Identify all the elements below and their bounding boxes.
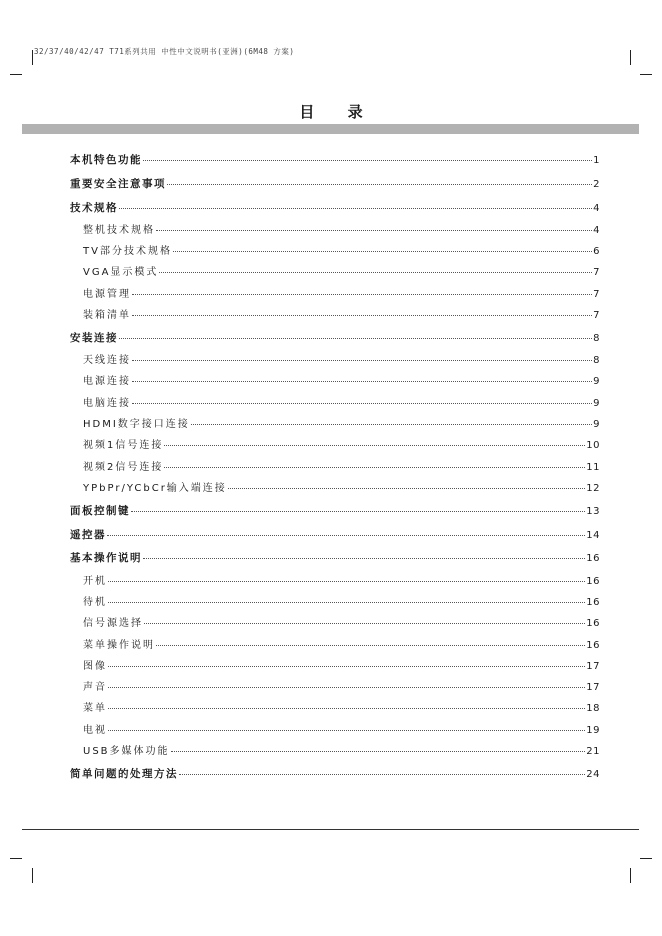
dot-leader	[132, 360, 592, 361]
toc-entry-label: VGA显示模式	[83, 267, 159, 279]
toc-entry-label: 天线连接	[83, 355, 131, 367]
toc-entry-label: 视频1信号连接	[83, 440, 164, 452]
dot-leader	[108, 602, 585, 603]
toc-page-number: 10	[586, 440, 600, 452]
crop-mark	[32, 868, 33, 883]
toc-page-number: 16	[586, 575, 600, 587]
toc-section-entry[interactable]	[70, 550, 600, 571]
dot-leader	[107, 535, 585, 536]
toc-subsection-entry[interactable]	[70, 614, 600, 635]
dot-leader	[119, 338, 592, 339]
toc-section-entry[interactable]	[70, 152, 600, 173]
toc-page-number: 1	[593, 155, 600, 166]
dot-leader	[108, 666, 585, 667]
toc-subsection-entry[interactable]	[70, 572, 600, 593]
toc-page-number: 7	[593, 288, 600, 300]
toc-subsection-entry[interactable]	[70, 721, 600, 742]
toc-subsection-entry[interactable]	[70, 636, 600, 657]
dot-leader	[108, 708, 585, 709]
toc-page-number: 16	[586, 553, 600, 565]
toc-page-number: 7	[593, 267, 600, 279]
toc-page-number: 16	[586, 618, 600, 630]
toc-page-number: 4	[593, 202, 600, 214]
toc-section-entry[interactable]	[70, 527, 600, 548]
toc-page-number: 7	[593, 310, 600, 322]
toc-entry-label: 菜单	[83, 703, 107, 715]
page-title: 目 录	[299, 103, 377, 121]
toc-entry-label: 基本操作说明	[70, 552, 142, 565]
dot-leader	[159, 272, 592, 273]
dot-leader	[132, 403, 592, 404]
toc-entry-label: 遥控器	[70, 528, 106, 541]
dot-leader	[164, 445, 585, 446]
toc-entry-label: 本机特色功能	[70, 154, 142, 166]
toc-page-number: 9	[593, 376, 600, 388]
toc-entry-label: 电源连接	[83, 376, 131, 388]
toc-page-number: 4	[593, 224, 600, 236]
toc-page-number: 9	[593, 397, 600, 409]
toc-page-number: 16	[586, 596, 600, 608]
toc-page-number: 12	[586, 482, 600, 494]
dot-leader	[132, 381, 592, 382]
toc-subsection-entry[interactable]	[70, 351, 600, 372]
dot-leader	[108, 687, 585, 688]
toc-entry-label: 安装连接	[70, 331, 118, 344]
toc-entry-label: 电源管理	[83, 288, 131, 300]
toc-entry-label: 电脑连接	[83, 397, 131, 409]
toc-entry-label: 视频2信号连接	[83, 461, 164, 473]
toc-page-number: 2	[593, 178, 600, 190]
toc-entry-label: 菜单操作说明	[83, 639, 155, 651]
toc-section-entry[interactable]	[70, 200, 600, 221]
toc-subsection-entry[interactable]	[70, 742, 600, 763]
dot-leader	[119, 208, 592, 209]
toc-page-number: 18	[586, 703, 600, 715]
toc-subsection-entry[interactable]	[70, 458, 600, 479]
footer-divider	[22, 829, 639, 830]
toc-entry-label: 待机	[83, 596, 107, 608]
crop-mark	[10, 74, 22, 75]
dot-leader	[171, 751, 586, 752]
toc-entry-label: 声音	[83, 682, 107, 694]
toc-entry-label: 图像	[83, 660, 107, 672]
toc-page-number: 19	[586, 724, 600, 736]
toc-subsection-entry[interactable]	[70, 415, 600, 436]
toc-section-entry[interactable]	[70, 503, 600, 524]
toc-page-number: 13	[586, 505, 600, 517]
toc-entry-label: 简单问题的处理方法	[70, 767, 178, 780]
toc-page-number: 8	[593, 332, 600, 344]
toc-subsection-entry[interactable]	[70, 306, 600, 327]
toc-page-number: 21	[586, 746, 600, 758]
toc-entry-label: 技术规格	[70, 201, 118, 214]
toc-entry-label: 开机	[83, 575, 107, 587]
crop-mark	[640, 74, 652, 75]
toc-subsection-entry[interactable]	[70, 593, 600, 614]
toc-entry-label: 重要安全注意事项	[70, 177, 166, 190]
toc-page-number: 16	[586, 639, 600, 651]
toc-entry-label: YPbPr/YCbCr输入端连接	[83, 482, 227, 494]
toc-subsection-entry[interactable]	[70, 221, 600, 242]
toc-page-number: 17	[586, 682, 600, 694]
crop-mark	[32, 50, 33, 65]
toc-subsection-entry[interactable]	[70, 479, 600, 500]
dot-leader	[156, 645, 585, 646]
toc-entry-label: 信号源选择	[83, 618, 143, 630]
dot-leader	[191, 424, 592, 425]
toc-section-entry[interactable]	[70, 330, 600, 351]
toc-entry-label: 面板控制键	[70, 504, 130, 517]
toc-page-number: 8	[593, 355, 600, 367]
dot-leader	[143, 160, 592, 161]
toc-page-number: 14	[586, 529, 600, 541]
dot-leader	[144, 623, 585, 624]
dot-leader	[131, 511, 585, 512]
document-header: 32/37/40/42/47 T71系列共用 中性中文说明书(亚洲)(6M48 方案)	[34, 47, 295, 56]
dot-leader	[167, 184, 592, 185]
toc-entry-label: HDMI数字接口连接	[83, 419, 190, 431]
title-divider-bar	[22, 124, 639, 134]
toc-subsection-entry[interactable]	[70, 657, 600, 678]
toc-page-number: 11	[586, 461, 600, 473]
toc-page-number: 24	[586, 768, 600, 780]
toc-entry-label: 装箱清单	[83, 310, 131, 322]
dot-leader	[143, 558, 585, 559]
dot-leader	[228, 488, 585, 489]
toc-section-entry[interactable]	[70, 176, 600, 197]
toc-subsection-entry[interactable]	[70, 394, 600, 415]
toc-entry-label: TV部分技术规格	[83, 246, 172, 258]
dot-leader	[132, 294, 592, 295]
toc-subsection-entry[interactable]	[70, 372, 600, 393]
toc-page-number: 9	[593, 419, 600, 431]
toc-page-number: 6	[593, 246, 600, 258]
toc-section-entry[interactable]	[70, 766, 600, 787]
toc-subsection-entry[interactable]	[70, 285, 600, 306]
toc-subsection-entry[interactable]	[70, 263, 600, 284]
toc-entry-label: 电视	[83, 724, 107, 736]
toc-entry-label: USB多媒体功能	[83, 746, 170, 758]
dot-leader	[179, 774, 585, 775]
table-of-contents	[70, 152, 600, 787]
dot-leader	[164, 467, 585, 468]
dot-leader	[108, 581, 585, 582]
toc-subsection-entry[interactable]	[70, 242, 600, 263]
dot-leader	[132, 315, 592, 316]
toc-subsection-entry[interactable]	[70, 436, 600, 457]
crop-mark	[630, 868, 631, 883]
dot-leader	[108, 730, 585, 731]
crop-mark	[10, 858, 22, 859]
toc-page-number: 17	[586, 660, 600, 672]
dot-leader	[156, 230, 592, 231]
toc-entry-label: 整机技术规格	[83, 224, 155, 236]
toc-subsection-entry[interactable]	[70, 699, 600, 720]
toc-subsection-entry[interactable]	[70, 678, 600, 699]
crop-mark	[630, 50, 631, 65]
dot-leader	[173, 251, 592, 252]
crop-mark	[640, 858, 652, 859]
